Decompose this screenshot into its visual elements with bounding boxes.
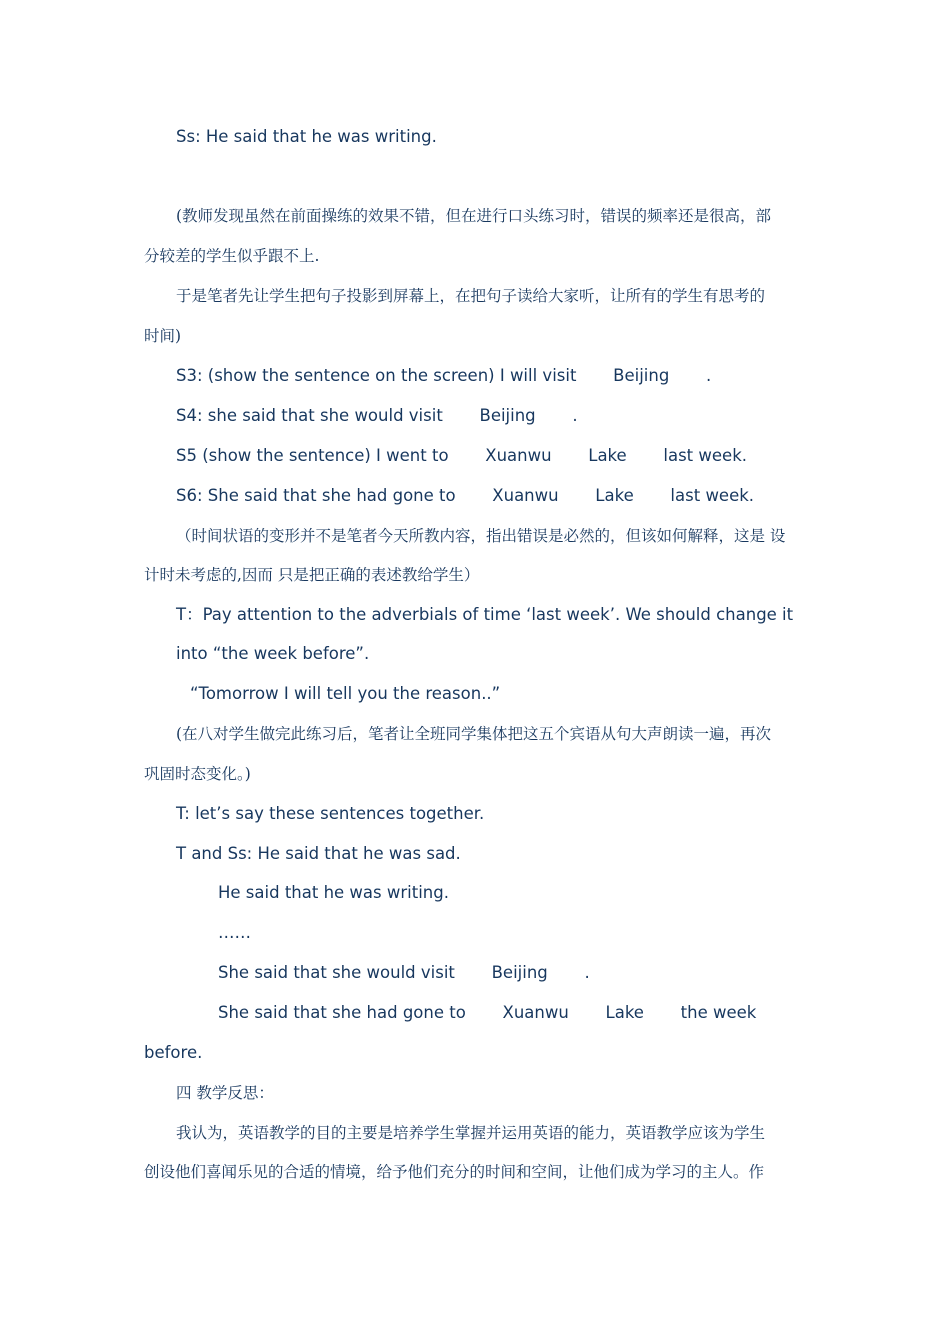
text-line: T: let’s say these sentences together. xyxy=(176,804,485,823)
text-line: T：Pay attention to the adverbials of time ‘last week’. We should change it xyxy=(176,605,794,624)
text-line: S3: (show the sentence on the screen) I will visit Beijing . xyxy=(176,366,712,385)
text-line: S5 (show the sentence) I went to Xuanwu Lake last week. xyxy=(176,446,747,465)
text-line: 时间) xyxy=(144,327,182,345)
text-line: (在八对学生做完此练习后，笔者让全班同学集体把这五个宾语从句大声朗读一遍，再次 xyxy=(176,725,772,743)
text-line: …… xyxy=(218,923,251,942)
text-line: “Tomorrow I will tell you the reason..” xyxy=(190,684,501,703)
section-heading: 四 教学反思： xyxy=(176,1084,274,1102)
text-line: Ss: He said that he was writing. xyxy=(176,127,437,146)
text-line: before. xyxy=(144,1043,203,1062)
text-line: 我认为，英语教学的目的主要是培养学生掌握并运用英语的能力，英语教学应该为学生 xyxy=(176,1124,766,1142)
text-line: （时间状语的变形并不是笔者今天所教内容，指出错误是必然的，但该如何解释，这是 设 xyxy=(176,527,786,545)
text-line: He said that he was writing. xyxy=(218,883,449,902)
text-line: She said that she would visit Beijing . xyxy=(218,963,590,982)
text-line: S6: She said that she had gone to Xuanwu Lake last week. xyxy=(176,486,755,505)
text-line: into “the week before”. xyxy=(176,644,370,663)
text-line: S4: she said that she would visit Beijing . xyxy=(176,406,578,425)
text-line: 计时未考虑的,因而 只是把正确的表述教给学生） xyxy=(144,566,480,584)
text-line: 分较差的学生似乎跟不上. xyxy=(144,247,320,265)
text-line: T and Ss: He said that he was sad. xyxy=(176,844,461,863)
text-line: 巩固时态变化。) xyxy=(144,765,251,783)
text-line: 于是笔者先让学生把句子投影到屏幕上，在把句子读给大家听，让所有的学生有思考的 xyxy=(176,287,766,305)
text-line: 创设他们喜闻乐见的合适的情境，给予他们充分的时间和空间，让他们成为学习的主人。作 xyxy=(144,1163,765,1181)
text-line: She said that she had gone to Xuanwu Lake the week xyxy=(218,1003,757,1022)
text-line: (教师发现虽然在前面操练的效果不错，但在进行口头练习时，错误的频率还是很高，部 xyxy=(176,207,772,225)
